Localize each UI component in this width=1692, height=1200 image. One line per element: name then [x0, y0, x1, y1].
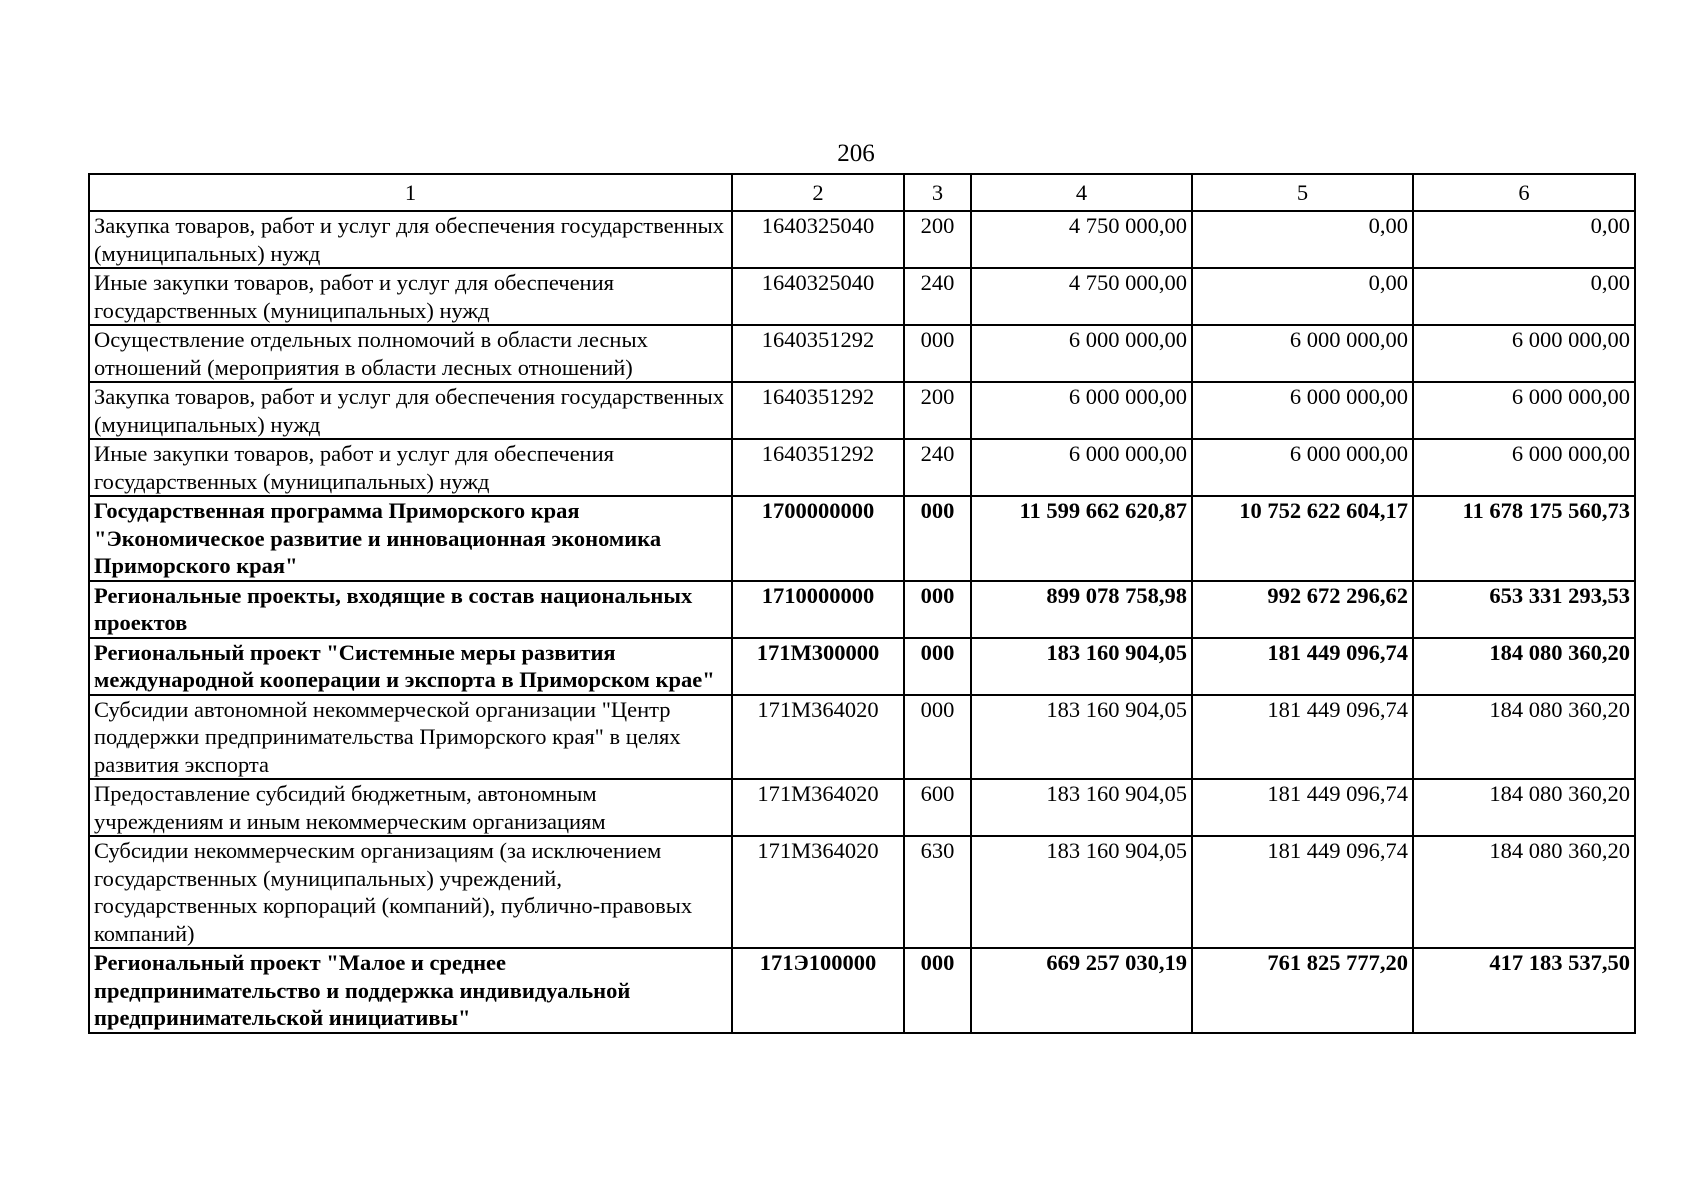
row-amount-col6: 0,00 — [1413, 268, 1635, 325]
row-code: 1640325040 — [732, 268, 904, 325]
row-amount-col5: 0,00 — [1192, 268, 1413, 325]
row-name: Предоставление субсидий бюджетным, автономным учреждениям и иным некоммерческим организациям — [89, 779, 732, 836]
row-amount-col4: 6 000 000,00 — [971, 439, 1192, 496]
row-type: 000 — [904, 695, 971, 780]
header-col-3: 3 — [904, 174, 971, 211]
table-row — [89, 382, 1635, 439]
row-amount-col5: 181 449 096,74 — [1192, 638, 1413, 695]
table-row — [89, 268, 1635, 325]
row-amount-col4: 6 000 000,00 — [971, 325, 1192, 382]
table-row — [89, 496, 1635, 581]
header-col-5: 5 — [1192, 174, 1413, 211]
row-amount-col6: 417 183 537,50 — [1413, 948, 1635, 1033]
row-name: Субсидии некоммерческим организациям (за исключением государственных (муниципальных) учреждений, государственных корпораций (компаний), публично-правовых компаний) — [89, 836, 732, 948]
row-amount-col6: 653 331 293,53 — [1413, 581, 1635, 638]
row-amount-col5: 761 825 777,20 — [1192, 948, 1413, 1033]
row-code: 1640351292 — [732, 325, 904, 382]
row-name: Региональные проекты, входящие в состав национальных проектов — [89, 581, 732, 638]
row-code: 1640351292 — [732, 439, 904, 496]
row-type: 630 — [904, 836, 971, 948]
row-type: 000 — [904, 638, 971, 695]
row-code: 171М300000 — [732, 638, 904, 695]
row-amount-col6: 184 080 360,20 — [1413, 695, 1635, 780]
row-name: Субсидии автономной некоммерческой организации "Центр поддержки предпринимательства Приморского края" в целях развития экспорта — [89, 695, 732, 780]
table-row — [89, 439, 1635, 496]
row-code: 171М364020 — [732, 779, 904, 836]
row-name: Государственная программа Приморского края "Экономическое развитие и инновационная экономика Приморского края" — [89, 496, 732, 581]
table-row — [89, 325, 1635, 382]
row-amount-col6: 184 080 360,20 — [1413, 836, 1635, 948]
row-amount-col4: 899 078 758,98 — [971, 581, 1192, 638]
header-col-1: 1 — [89, 174, 732, 211]
row-amount-col4: 669 257 030,19 — [971, 948, 1192, 1033]
row-code: 1640325040 — [732, 211, 904, 268]
row-amount-col5: 181 449 096,74 — [1192, 695, 1413, 780]
row-amount-col6: 6 000 000,00 — [1413, 439, 1635, 496]
row-amount-col6: 6 000 000,00 — [1413, 382, 1635, 439]
header-row — [89, 174, 1635, 211]
table-row — [89, 638, 1635, 695]
header-col-6: 6 — [1413, 174, 1635, 211]
row-name: Осуществление отдельных полномочий в области лесных отношений (мероприятия в области лесных отношений) — [89, 325, 732, 382]
row-amount-col6: 0,00 — [1413, 211, 1635, 268]
table-row — [89, 581, 1635, 638]
row-type: 200 — [904, 211, 971, 268]
row-amount-col4: 4 750 000,00 — [971, 211, 1192, 268]
row-amount-col6: 11 678 175 560,73 — [1413, 496, 1635, 581]
row-type: 000 — [904, 325, 971, 382]
row-amount-col5: 181 449 096,74 — [1192, 779, 1413, 836]
row-amount-col4: 183 160 904,05 — [971, 638, 1192, 695]
row-type: 600 — [904, 779, 971, 836]
table-row — [89, 779, 1635, 836]
row-amount-col4: 4 750 000,00 — [971, 268, 1192, 325]
row-type: 000 — [904, 948, 971, 1033]
header-col-2: 2 — [732, 174, 904, 211]
row-amount-col4: 183 160 904,05 — [971, 836, 1192, 948]
row-type: 240 — [904, 439, 971, 496]
row-code: 1700000000 — [732, 496, 904, 581]
table-row — [89, 695, 1635, 780]
row-code: 1710000000 — [732, 581, 904, 638]
row-amount-col5: 0,00 — [1192, 211, 1413, 268]
page-number: 206 — [837, 140, 875, 167]
row-name: Иные закупки товаров, работ и услуг для обеспечения государственных (муниципальных) нужд — [89, 268, 732, 325]
row-name: Иные закупки товаров, работ и услуг для обеспечения государственных (муниципальных) нужд — [89, 439, 732, 496]
table-row — [89, 948, 1635, 1033]
budget-table — [88, 173, 1636, 1034]
row-amount-col6: 184 080 360,20 — [1413, 779, 1635, 836]
row-amount-col5: 6 000 000,00 — [1192, 439, 1413, 496]
row-type: 240 — [904, 268, 971, 325]
row-type: 200 — [904, 382, 971, 439]
row-name: Региональный проект "Малое и среднее предпринимательство и поддержка индивидуальной предпринимательской инициативы" — [89, 948, 732, 1033]
row-amount-col5: 181 449 096,74 — [1192, 836, 1413, 948]
row-amount-col5: 6 000 000,00 — [1192, 325, 1413, 382]
row-code: 171М364020 — [732, 836, 904, 948]
row-code: 171М364020 — [732, 695, 904, 780]
row-code: 1640351292 — [732, 382, 904, 439]
row-amount-col4: 11 599 662 620,87 — [971, 496, 1192, 581]
row-amount-col5: 6 000 000,00 — [1192, 382, 1413, 439]
row-amount-col6: 6 000 000,00 — [1413, 325, 1635, 382]
row-code: 171Э100000 — [732, 948, 904, 1033]
row-amount-col4: 183 160 904,05 — [971, 779, 1192, 836]
row-name: Региональный проект "Системные меры развития международной кооперации и экспорта в Приморском крае" — [89, 638, 732, 695]
row-amount-col5: 10 752 622 604,17 — [1192, 496, 1413, 581]
row-name: Закупка товаров, работ и услуг для обеспечения государственных (муниципальных) нужд — [89, 382, 732, 439]
header-col-4: 4 — [971, 174, 1192, 211]
table-row — [89, 836, 1635, 948]
row-amount-col4: 6 000 000,00 — [971, 382, 1192, 439]
table-row — [89, 211, 1635, 268]
row-amount-col6: 184 080 360,20 — [1413, 638, 1635, 695]
row-amount-col4: 183 160 904,05 — [971, 695, 1192, 780]
row-type: 000 — [904, 581, 971, 638]
row-type: 000 — [904, 496, 971, 581]
row-name: Закупка товаров, работ и услуг для обеспечения государственных (муниципальных) нужд — [89, 211, 732, 268]
row-amount-col5: 992 672 296,62 — [1192, 581, 1413, 638]
